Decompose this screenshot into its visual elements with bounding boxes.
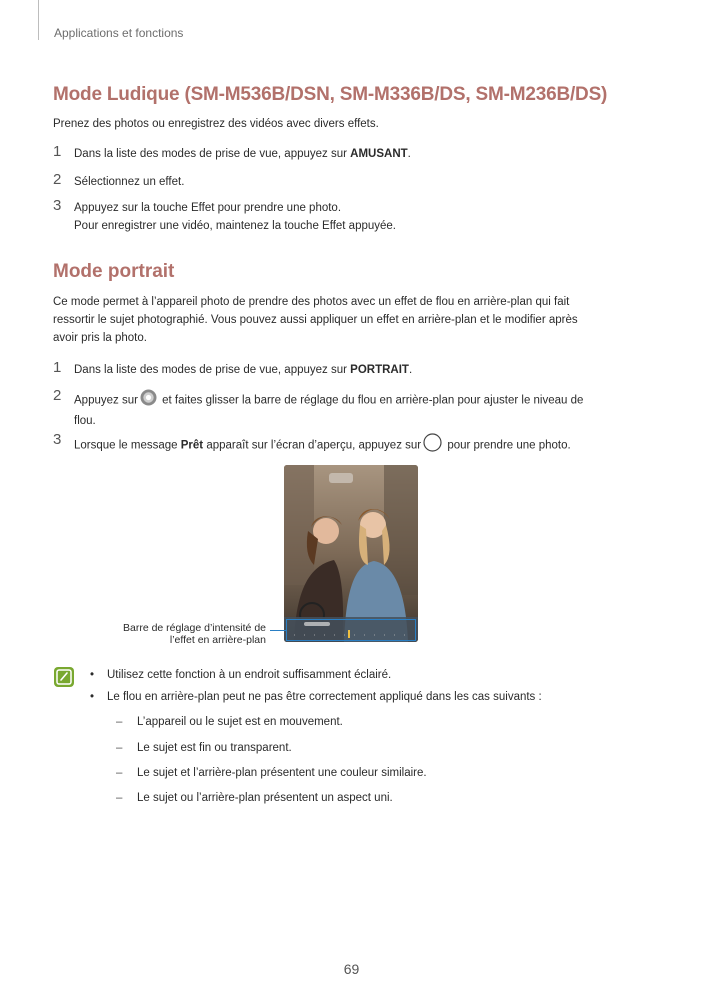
ready-badge <box>329 473 353 483</box>
section-header: Applications et fonctions <box>54 26 184 40</box>
portrait-mode-title: Mode portrait <box>53 261 175 282</box>
callout-leader-line <box>270 630 286 631</box>
step-number: 3 <box>53 197 62 214</box>
fun-mode-intro: Prenez des photos ou enregistrez des vidéos avec divers effets. <box>53 118 379 130</box>
keyword-portrait: PORTRAIT <box>350 364 409 376</box>
portrait-intro: Ce mode permet à l’appareil photo de prendre des photos avec un effet de flou en arrière-plan qui fait ressortir le sujet photographié. Vous pouvez aussi appliquer un effet en arrière-plan et le modifier après avoir pris la photo. <box>53 296 578 344</box>
shutter-icon <box>423 433 442 458</box>
step-number: 2 <box>53 171 62 188</box>
keyword-amusant: AMUSANT <box>350 148 408 160</box>
portrait-mode-screenshot <box>284 465 418 642</box>
header-divider <box>38 0 39 40</box>
keyword-pret: Prêt <box>180 439 204 452</box>
step-number: 3 <box>53 431 62 448</box>
page-number: 69 <box>343 961 360 977</box>
note-icon <box>54 667 74 687</box>
blur-bar-callout: Barre de réglage d’intensité de l’effet en arrière-plan <box>122 622 266 646</box>
blur-bar-highlight <box>286 619 416 641</box>
step-number: 1 <box>53 359 62 376</box>
background-effect-icon <box>140 389 157 412</box>
fun-mode-title: Mode Ludique (SM-M536B/DSN, SM-M336B/DS, SM-M236B/DS) <box>53 84 608 105</box>
portrait-photo <box>284 465 418 642</box>
step-number: 2 <box>53 387 62 404</box>
step-number: 1 <box>53 143 62 160</box>
